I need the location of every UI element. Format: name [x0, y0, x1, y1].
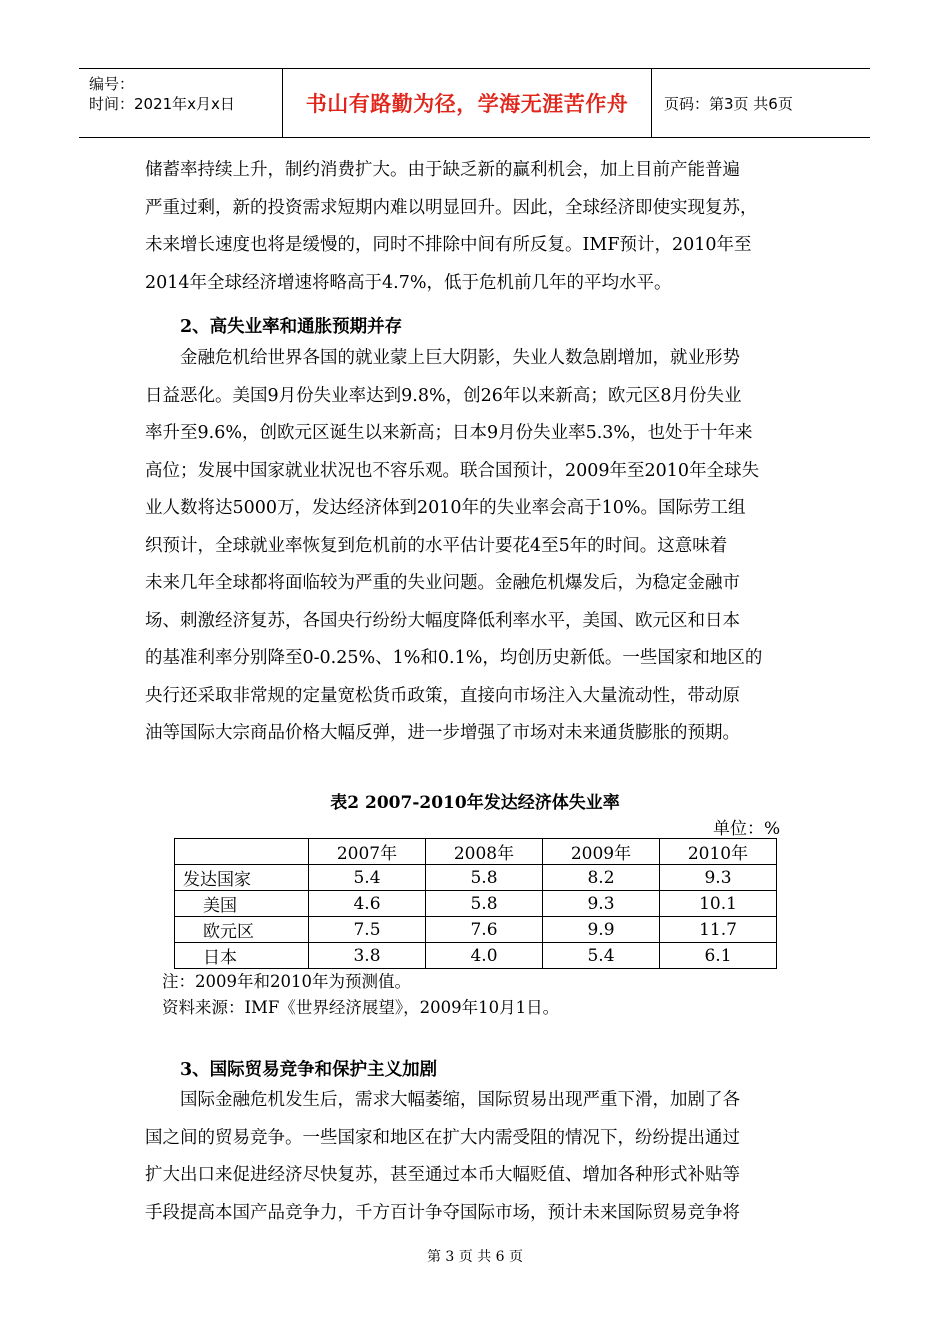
- paragraph-line: 金融危机给世界各国的就业蒙上巨大阴影，失业人数急剧增加，就业形势: [145, 348, 740, 368]
- paragraph-1: [145, 152, 805, 302]
- paragraph-line: 2014年全球经济增速将略高于4.7%，低于危机前几年的平均水平。: [145, 272, 672, 293]
- paragraph-line: 日益恶化。美国9月份失业率达到9.8%，创26年以来新高；欧元区8月份失业: [145, 385, 742, 406]
- table-row: [175, 917, 777, 943]
- paragraph-line: 国际金融危机发生后，需求大幅萎缩，国际贸易出现严重下滑，加剧了各: [145, 1090, 740, 1110]
- paragraph-line: 国之间的贸易竞争。一些国家和地区在扩大内需受阻的情况下，纷纷提出通过: [145, 1127, 740, 1148]
- table-cell: 9.3: [660, 865, 777, 891]
- table-header-cell: 2009年: [543, 839, 660, 865]
- table-header-cell: 2008年: [426, 839, 543, 865]
- section-heading-2: 2、高失业率和通胀预期并存: [180, 317, 403, 337]
- paragraph-2: [145, 340, 805, 753]
- paragraph-line: 场、刺激经济复苏，各国央行纷纷大幅度降低利率水平，美国、欧元区和日本: [145, 610, 740, 631]
- table-cell: 5.4: [543, 943, 660, 969]
- table-source: 资料来源：IMF《世界经济展望》，2009年10月1日。: [162, 998, 560, 1017]
- table-row: [175, 865, 777, 891]
- table-header-cell: [175, 839, 309, 865]
- table-note: 注：2009年和2010年为预测值。: [162, 972, 411, 991]
- header-meta: [79, 69, 283, 137]
- table-cell: 7.6: [426, 917, 543, 943]
- table-header-cell: 2010年: [660, 839, 777, 865]
- paragraph-line: 未来几年全球都将面临较为严重的失业问题。金融危机爆发后，为稳定金融市: [145, 573, 740, 593]
- row-label: 日本: [175, 943, 309, 969]
- unemployment-table: [174, 838, 777, 969]
- page-footer: 第 3 页 共 6 页: [426, 1249, 524, 1265]
- table-header-row: [175, 839, 777, 865]
- paragraph-line: 储蓄率持续上升，制约消费扩大。由于缺乏新的赢利机会，加上目前产能普遍: [145, 160, 740, 180]
- table-title: 表2 2007-2010年发达经济体失业率: [330, 793, 620, 813]
- paragraph-line: 业人数将达5000万，发达经济体到2010年的失业率会高于10%。国际劳工组: [145, 498, 746, 518]
- paragraph-line: 织预计，全球就业率恢复到危机前的水平估计要花4至5年的时间。这意味着: [145, 535, 728, 556]
- table-cell: 9.9: [543, 917, 660, 943]
- paragraph-3: [145, 1082, 805, 1232]
- table-cell: 10.1: [660, 891, 777, 917]
- table-row: [175, 891, 777, 917]
- header-number-label: 编号：: [89, 75, 135, 93]
- table-cell: 9.3: [543, 891, 660, 917]
- table-cell: 6.1: [660, 943, 777, 969]
- row-label: 欧元区: [175, 917, 309, 943]
- table-cell: 5.8: [426, 891, 543, 917]
- table-unit: 单位：%: [713, 819, 781, 839]
- table-header-cell: 2007年: [309, 839, 426, 865]
- row-label: 美国: [175, 891, 309, 917]
- table-cell: 5.4: [309, 865, 426, 891]
- paragraph-line: 率升至9.6%，创欧元区诞生以来新高；日本9月份失业率5.3%，也处于十年来: [145, 423, 753, 443]
- table-cell: 5.8: [426, 865, 543, 891]
- table-cell: 7.5: [309, 917, 426, 943]
- paragraph-line: 手段提高本国产品竞争力，千方百计争夺国际市场，预计未来国际贸易竞争将: [145, 1202, 740, 1223]
- page-header: [79, 68, 870, 138]
- table-cell: 8.2: [543, 865, 660, 891]
- paragraph-line: 高位；发展中国家就业状况也不容乐观。联合国预计，2009年至2010年全球失: [145, 460, 760, 481]
- paragraph-line: 央行还采取非常规的定量宽松货币政策，直接向市场注入大量流动性，带动原: [145, 685, 740, 706]
- table-cell: 3.8: [309, 943, 426, 969]
- header-time-label: 时间：2021年x月x日: [89, 95, 235, 113]
- header-page-info: 页码：第3页 共6页: [664, 94, 793, 113]
- paragraph-line: 未来增长速度也将是缓慢的，同时不排除中间有所反复。IMF预计，2010年至: [145, 235, 752, 255]
- paragraph-line: 的基准利率分别降至0-0.25%、1%和0.1%，均创历史新低。一些国家和地区的: [145, 648, 763, 668]
- row-label: 发达国家: [175, 865, 309, 891]
- table-cell: 4.0: [426, 943, 543, 969]
- table-cell: 11.7: [660, 917, 777, 943]
- paragraph-line: 严重过剩，新的投资需求短期内难以明显回升。因此，全球经济即使实现复苏，: [145, 197, 758, 218]
- paragraph-line: 扩大出口来促进经济尽快复苏，甚至通过本币大幅贬值、增加各种形式补贴等: [145, 1165, 740, 1185]
- paragraph-line: 油等国际大宗商品价格大幅反弹，进一步增强了市场对未来通货膨胀的预期。: [145, 723, 740, 743]
- header-motto: 书山有路勤为径，学海无涯苦作舟: [283, 69, 652, 137]
- section-heading-3: 3、国际贸易竞争和保护主义加剧: [180, 1060, 438, 1080]
- table-row: [175, 943, 777, 969]
- table-cell: 4.6: [309, 891, 426, 917]
